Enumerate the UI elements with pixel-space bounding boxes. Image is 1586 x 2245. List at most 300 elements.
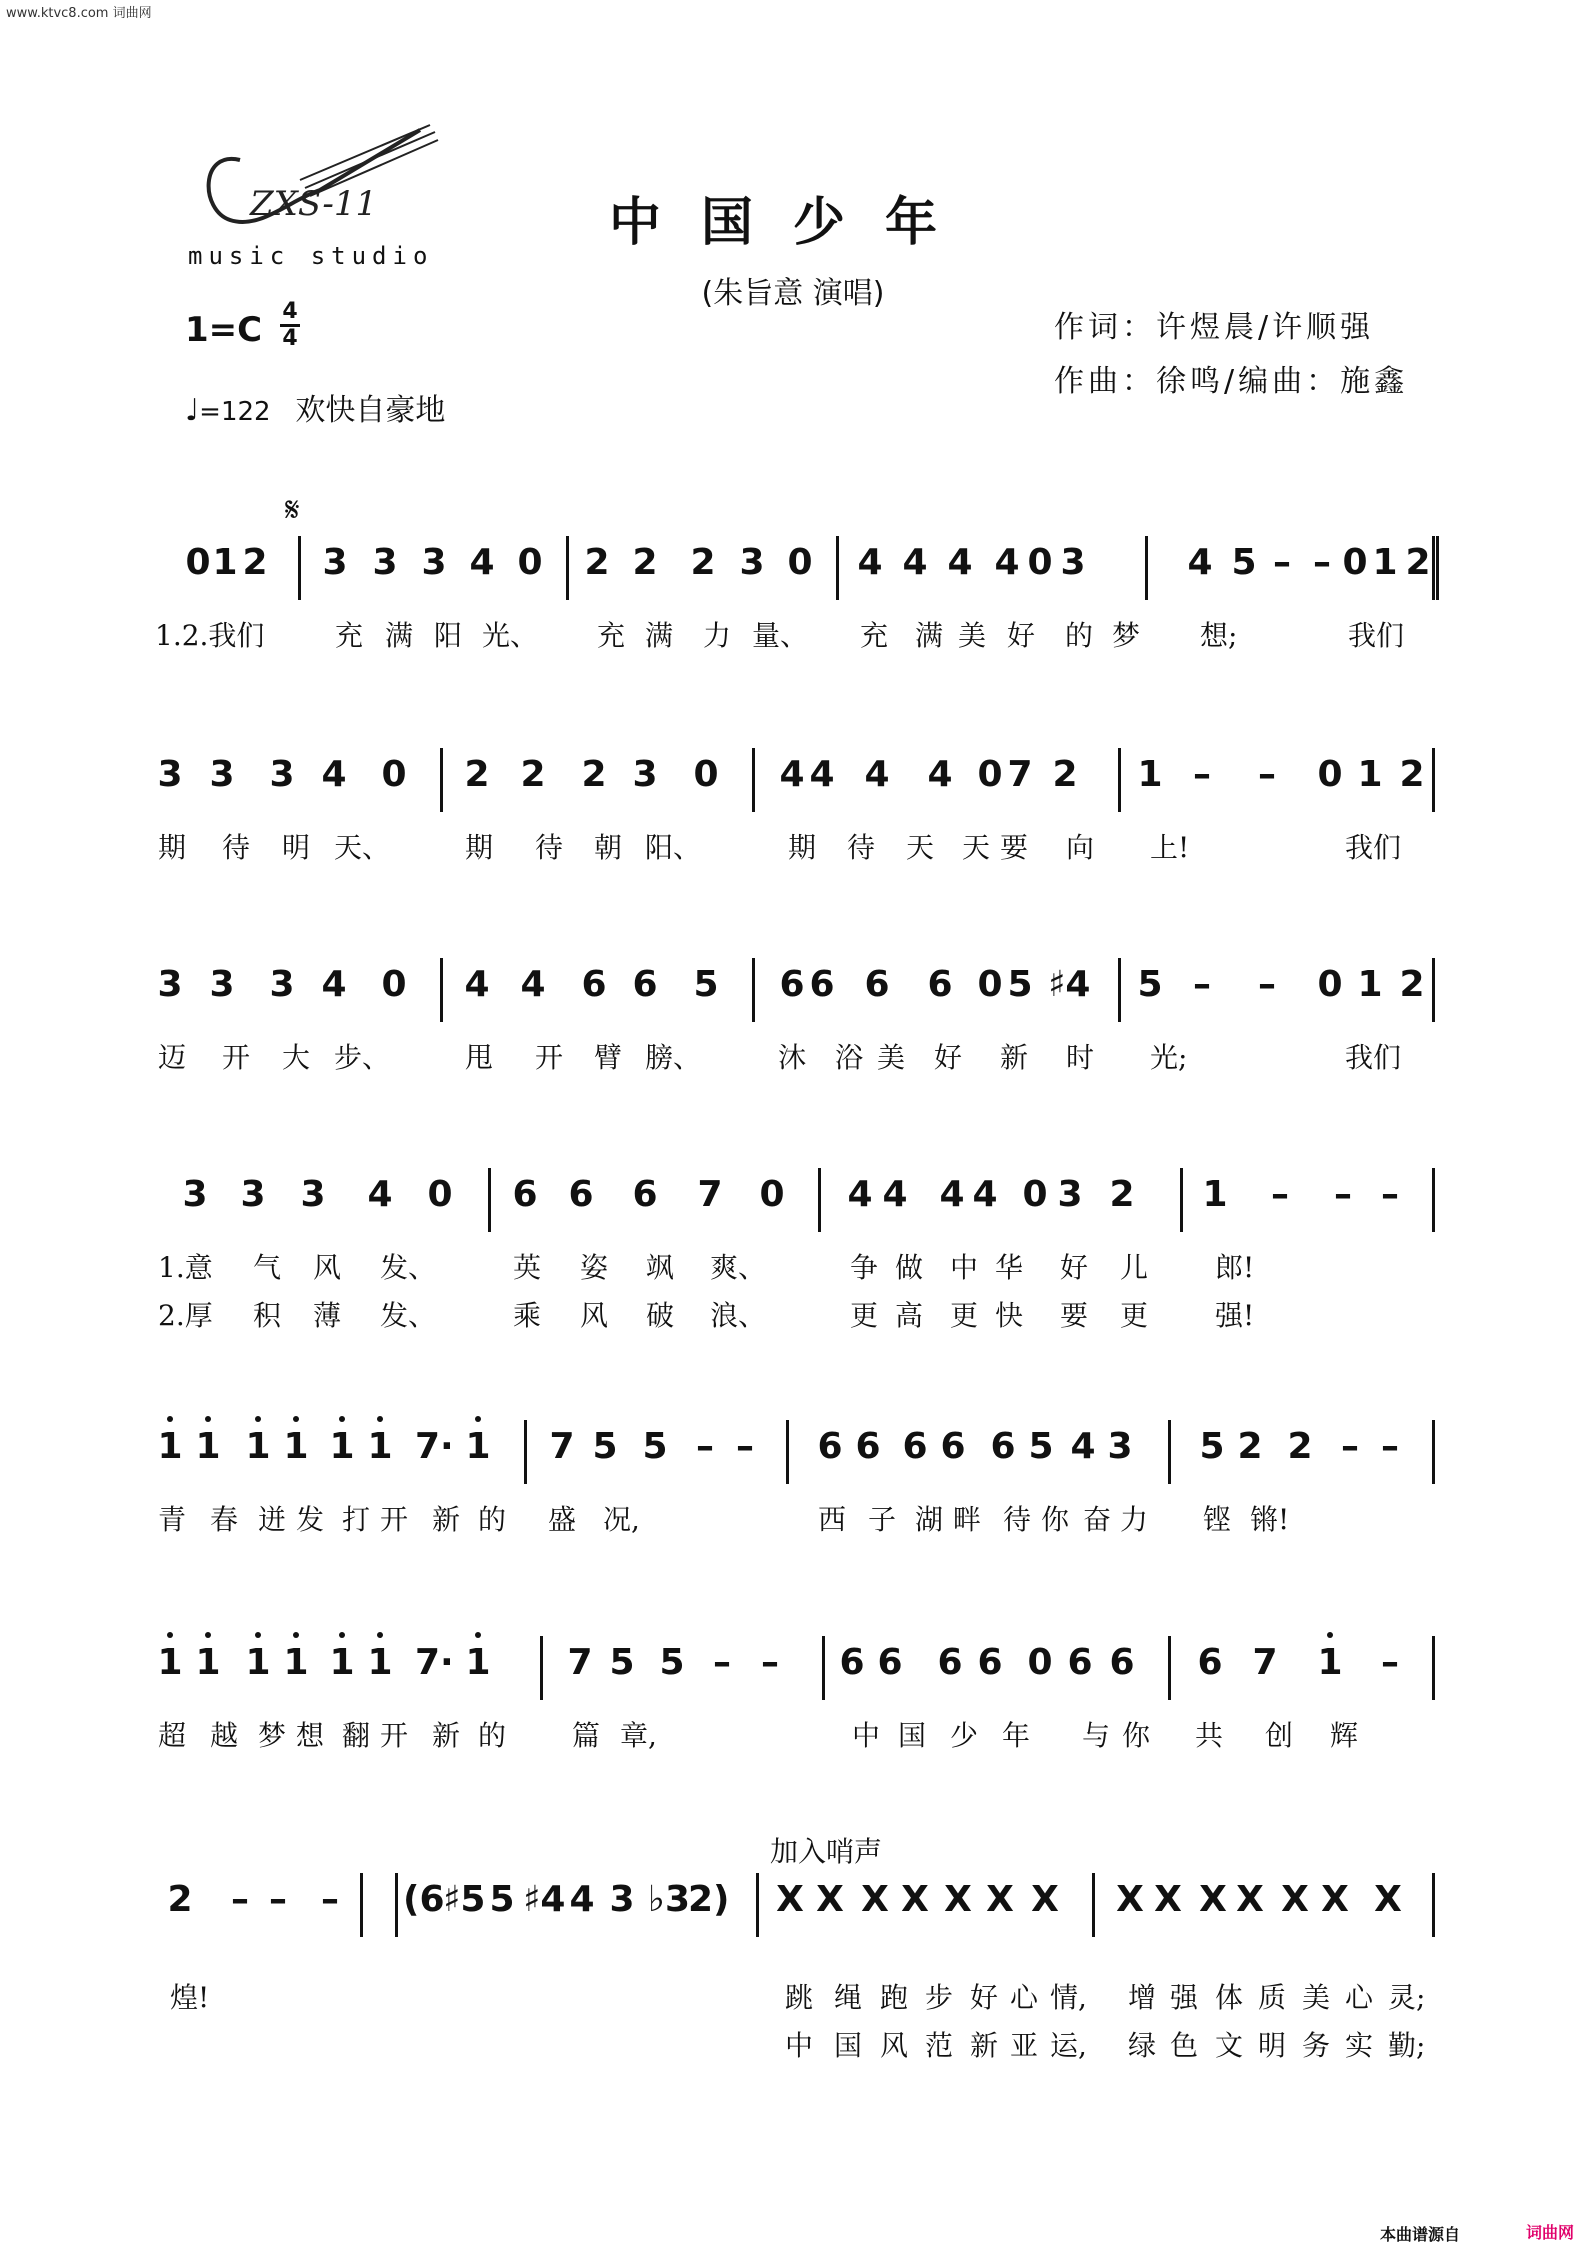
note: – xyxy=(1334,1174,1352,1215)
lyric: 迸 xyxy=(258,1503,287,1536)
tempo-expression: 欢快自豪地 xyxy=(295,393,446,428)
studio-name: music studio xyxy=(188,242,434,270)
lyric: 奋 xyxy=(1083,1503,1112,1536)
lyric: 美 xyxy=(958,619,987,652)
lyric: 明 xyxy=(282,831,311,864)
octave-dot xyxy=(1327,1632,1333,1638)
note: – xyxy=(321,1879,339,1920)
note: 0 xyxy=(381,754,407,795)
note: 0 xyxy=(1027,1642,1053,1683)
lyric: 明 xyxy=(1258,2029,1287,2062)
note: ♯5 xyxy=(443,1879,486,1920)
note: ♯4 xyxy=(1048,964,1091,1005)
octave-dot xyxy=(293,1416,299,1422)
lyric: 期 xyxy=(788,831,817,864)
note: (6 xyxy=(403,1879,445,1920)
octave-dot xyxy=(339,1632,345,1638)
lyric: 增 xyxy=(1128,1981,1157,2014)
note: 3 xyxy=(157,964,183,1005)
note: 1 xyxy=(283,1426,309,1467)
barline xyxy=(566,536,569,600)
lyric: 越 xyxy=(210,1719,239,1752)
lyric: 想 xyxy=(296,1719,325,1752)
note: 4 xyxy=(367,1174,393,1215)
footer-source: 本曲谱源自 xyxy=(1380,2225,1461,2244)
note: 4 xyxy=(947,542,973,583)
lyric: 年 xyxy=(1002,1719,1031,1752)
note: 2 xyxy=(1399,964,1425,1005)
note: 1 xyxy=(465,1642,491,1683)
lyric: 新 xyxy=(970,2029,999,2062)
lyric: 锵! xyxy=(1250,1503,1290,1536)
octave-dot xyxy=(205,1632,211,1638)
lyric: 西 xyxy=(818,1503,847,1536)
note: 4 xyxy=(994,542,1020,583)
note: 5 xyxy=(1137,964,1163,1005)
note: 7 xyxy=(1007,754,1033,795)
barline xyxy=(524,1420,527,1484)
note: 1 xyxy=(245,1642,271,1683)
lyric: 中 xyxy=(950,1251,979,1284)
lyric: 美 xyxy=(877,1041,906,1074)
note: X xyxy=(1374,1879,1402,1920)
note: 0 xyxy=(693,754,719,795)
note: 1 xyxy=(367,1642,393,1683)
lyric: 想; xyxy=(1200,619,1238,652)
note: 4 xyxy=(882,1174,908,1215)
lyric: 发、 xyxy=(380,1251,437,1284)
note: 6 xyxy=(1109,1642,1135,1683)
note: 2 xyxy=(1287,1426,1313,1467)
lyric: 风 xyxy=(313,1251,342,1284)
watermark: www.ktvc8.com 词曲网 xyxy=(6,6,152,21)
lyric: 打 xyxy=(342,1503,371,1536)
lyric: 膀、 xyxy=(645,1041,702,1074)
note: 0 xyxy=(1022,1174,1048,1215)
lyric: 更 xyxy=(850,1299,879,1332)
lyric: 力 xyxy=(1120,1503,1149,1536)
lyric: 朝 xyxy=(594,831,623,864)
note: 0 xyxy=(427,1174,453,1215)
lyric: 迈 xyxy=(158,1041,187,1074)
lyric: 梦 xyxy=(258,1719,287,1752)
barline xyxy=(818,1168,821,1232)
lyric: 体 xyxy=(1215,1981,1244,2014)
lyric: 争 xyxy=(850,1251,879,1284)
note: 1 xyxy=(1357,754,1383,795)
note: – xyxy=(1273,542,1291,583)
lyric: 待 xyxy=(535,831,564,864)
note: 4 xyxy=(902,542,928,583)
lyric: 破 xyxy=(646,1299,675,1332)
octave-dot xyxy=(167,1416,173,1422)
barline xyxy=(1432,958,1435,1022)
note: 1 xyxy=(283,1642,309,1683)
note: 6 xyxy=(568,1174,594,1215)
note: 6 xyxy=(990,1426,1016,1467)
barline xyxy=(440,748,443,812)
note: 4 xyxy=(464,964,490,1005)
lyric: 况, xyxy=(603,1503,640,1536)
lyric: 好 xyxy=(1060,1251,1089,1284)
note: 1 xyxy=(1317,1642,1343,1683)
lyric: 子 xyxy=(868,1503,897,1536)
note: 4 xyxy=(779,754,805,795)
barline xyxy=(298,536,301,600)
lyric: 翻 xyxy=(342,1719,371,1752)
note: 0 xyxy=(185,542,211,583)
note: – xyxy=(269,1879,287,1920)
annotation: 加入哨声 xyxy=(770,1835,883,1868)
lyric: 英 xyxy=(513,1251,542,1284)
note: 3 xyxy=(322,542,348,583)
lyric: 春 xyxy=(210,1503,239,1536)
note: 2 xyxy=(464,754,490,795)
lyric: 勤; xyxy=(1388,2029,1426,2062)
barline xyxy=(752,958,755,1022)
note: 1 xyxy=(157,1642,183,1683)
lyric: 共 xyxy=(1195,1719,1224,1752)
note: 7 xyxy=(549,1426,575,1467)
lyric: 情, xyxy=(1050,1981,1087,2014)
footer-site: 词曲网 xyxy=(1526,2223,1575,2242)
barline xyxy=(1118,748,1121,812)
barline xyxy=(836,536,839,600)
note: 4 xyxy=(857,542,883,583)
lyric: 1.意 xyxy=(158,1251,213,1284)
note: 3 xyxy=(157,754,183,795)
barline xyxy=(1168,1636,1171,1700)
note: 1 xyxy=(195,1642,221,1683)
note: 1 xyxy=(367,1426,393,1467)
barline xyxy=(1145,536,1148,600)
lyric: 阳、 xyxy=(645,831,702,864)
note: 1 xyxy=(245,1426,271,1467)
note: 6 xyxy=(632,964,658,1005)
lyric: 发 xyxy=(296,1503,325,1536)
lyric: 色 xyxy=(1170,2029,1199,2062)
note: – xyxy=(1381,1642,1399,1683)
lyric: 乘 xyxy=(513,1299,542,1332)
note: 6 xyxy=(1067,1642,1093,1683)
barline-end xyxy=(1436,536,1439,600)
lyric: 飒 xyxy=(646,1251,675,1284)
lyric: 新 xyxy=(432,1503,461,1536)
note: 6 xyxy=(817,1426,843,1467)
lyric: 新 xyxy=(1000,1041,1029,1074)
note: 6 xyxy=(855,1426,881,1467)
note: X xyxy=(1281,1879,1309,1920)
lyric: 风 xyxy=(880,2029,909,2062)
note: 0 xyxy=(517,542,543,583)
lyric: 待 xyxy=(1003,1503,1032,1536)
lyric: 与 xyxy=(1082,1719,1111,1752)
lyric: 量、 xyxy=(752,619,809,652)
lyric: 待 xyxy=(222,831,251,864)
octave-dot xyxy=(475,1416,481,1422)
lyric: 2.厚 xyxy=(158,1299,213,1332)
note: 4 xyxy=(809,754,835,795)
lyric: 期 xyxy=(465,831,494,864)
barline xyxy=(1432,1636,1435,1700)
note: 2 xyxy=(1109,1174,1135,1215)
lyric: 要 xyxy=(1000,831,1029,864)
lyric: 亚 xyxy=(1010,2029,1039,2062)
note: X xyxy=(1236,1879,1264,1920)
lyric: 我们 xyxy=(1345,1041,1402,1074)
note: 2 xyxy=(1237,1426,1263,1467)
note: 3 xyxy=(421,542,447,583)
note: X xyxy=(901,1879,929,1920)
lyric: 我们 xyxy=(1345,831,1402,864)
note: 1 xyxy=(329,1426,355,1467)
lyric: 强! xyxy=(1215,1299,1255,1332)
lyric: 浪、 xyxy=(710,1299,767,1332)
time-top: 4 xyxy=(282,299,298,324)
lyric: 发、 xyxy=(380,1299,437,1332)
lyric: 更 xyxy=(1120,1299,1149,1332)
note: X xyxy=(1321,1879,1349,1920)
lyric: 开 xyxy=(380,1503,409,1536)
note: 0 xyxy=(759,1174,785,1215)
barline xyxy=(1118,958,1121,1022)
tempo xyxy=(185,385,445,429)
note: 6 xyxy=(809,964,835,1005)
note: X xyxy=(1199,1879,1227,1920)
barline xyxy=(440,958,443,1022)
lyric: 国 xyxy=(898,1719,927,1752)
note: ♯4 xyxy=(523,1879,566,1920)
note: 1 xyxy=(157,1426,183,1467)
note: 3 xyxy=(269,754,295,795)
lyric: 开 xyxy=(380,1719,409,1752)
lyric: 篇 xyxy=(572,1719,601,1752)
note: 4 xyxy=(972,1174,998,1215)
lyric: 跳 xyxy=(785,1981,814,2014)
octave-dot xyxy=(475,1632,481,1638)
note: X xyxy=(861,1879,889,1920)
note: 4 xyxy=(847,1174,873,1215)
octave-dot xyxy=(377,1416,383,1422)
note: 7 xyxy=(1252,1642,1278,1683)
note: 4 xyxy=(864,754,890,795)
segno-icon: 𝄋 xyxy=(285,490,300,530)
lyric: 章, xyxy=(620,1719,657,1752)
note: 6 xyxy=(977,1642,1003,1683)
note: 3 xyxy=(182,1174,208,1215)
note: 5 xyxy=(1007,964,1033,1005)
note: – xyxy=(1193,964,1211,1005)
note: 0 xyxy=(1342,542,1368,583)
note: 2 xyxy=(632,542,658,583)
lyric: 待 xyxy=(847,831,876,864)
note: 2 xyxy=(167,1879,193,1920)
lyric: 心 xyxy=(1010,1981,1039,2014)
note: 4 xyxy=(1070,1426,1096,1467)
lyric: 你 xyxy=(1041,1503,1070,1536)
note: X xyxy=(776,1879,804,1920)
note: 3 xyxy=(240,1174,266,1215)
lyric: 沐 xyxy=(778,1041,807,1074)
lyric: 创 xyxy=(1265,1719,1294,1752)
lyric: 阳 xyxy=(434,619,463,652)
note: 1 xyxy=(329,1642,355,1683)
note: 6 xyxy=(902,1426,928,1467)
note: – xyxy=(1381,1174,1399,1215)
note: 7· xyxy=(415,1426,454,1467)
lyric: 风 xyxy=(580,1299,609,1332)
note: X xyxy=(944,1879,972,1920)
note: 4 xyxy=(520,964,546,1005)
lyric: 臂 xyxy=(594,1041,623,1074)
note: – xyxy=(761,1642,779,1683)
note: – xyxy=(1258,754,1276,795)
lyric: 的 xyxy=(478,1503,507,1536)
note: 3 xyxy=(1060,542,1086,583)
lyric: 实 xyxy=(1345,2029,1374,2062)
lyric: 绳 xyxy=(834,1981,863,2014)
note: 1 xyxy=(1357,964,1383,1005)
note: 0 xyxy=(977,964,1003,1005)
note: X xyxy=(986,1879,1014,1920)
note: 6 xyxy=(839,1642,865,1683)
lyric: 满 xyxy=(645,619,674,652)
lyric: 天 xyxy=(906,831,935,864)
note: – xyxy=(231,1879,249,1920)
lyric: 绿 xyxy=(1128,2029,1157,2062)
note: – xyxy=(736,1426,754,1467)
lyric: 灵; xyxy=(1388,1981,1426,2014)
key-signature: 1=C xyxy=(185,310,263,350)
octave-dot xyxy=(293,1632,299,1638)
lyric: 充 xyxy=(597,619,626,652)
barline xyxy=(1092,1873,1095,1937)
note: 6 xyxy=(512,1174,538,1215)
quarter-note-icon: ♩ xyxy=(185,393,200,428)
lyric: 心 xyxy=(1345,1981,1374,2014)
octave-dot xyxy=(205,1416,211,1422)
barline xyxy=(1432,748,1435,812)
lyric: 煌! xyxy=(170,1981,210,2014)
note: 4 xyxy=(321,964,347,1005)
note: X xyxy=(1031,1879,1059,1920)
note: 3 xyxy=(739,542,765,583)
lyric: 湖 xyxy=(915,1503,944,1536)
note: 5 xyxy=(693,964,719,1005)
note: 2 xyxy=(520,754,546,795)
lyric: 姿 xyxy=(580,1251,609,1284)
time-signature xyxy=(280,300,300,351)
barline xyxy=(1432,1873,1435,1937)
note: 4 xyxy=(321,754,347,795)
note: 2 xyxy=(1405,542,1431,583)
lyric: 充 xyxy=(335,619,364,652)
note: – xyxy=(696,1426,714,1467)
note: 1 xyxy=(1372,542,1398,583)
lyric: 步、 xyxy=(334,1041,391,1074)
note: 3 xyxy=(372,542,398,583)
note: 5 xyxy=(642,1426,668,1467)
lyric: 时 xyxy=(1066,1041,1095,1074)
note: 6 xyxy=(877,1642,903,1683)
lyric: 范 xyxy=(925,2029,954,2062)
note: – xyxy=(1313,542,1331,583)
note: 3 xyxy=(609,1879,635,1920)
barline xyxy=(360,1873,363,1937)
lyric: 质 xyxy=(1258,1981,1287,2014)
note: 5 xyxy=(592,1426,618,1467)
note: 2) xyxy=(688,1879,730,1920)
note: 5 xyxy=(489,1879,515,1920)
note: 0 xyxy=(787,542,813,583)
note: 3 xyxy=(209,964,235,1005)
lyric: 的 xyxy=(1065,619,1094,652)
note: 0 xyxy=(1317,754,1343,795)
note: 4 xyxy=(939,1174,965,1215)
lyric: 铿 xyxy=(1203,1503,1232,1536)
octave-dot xyxy=(255,1416,261,1422)
lyric: 运, xyxy=(1050,2029,1087,2062)
lyric: 上! xyxy=(1150,831,1190,864)
note: 2 xyxy=(584,542,610,583)
lyric: 梦 xyxy=(1112,619,1141,652)
note: – xyxy=(1258,964,1276,1005)
time-bottom: 4 xyxy=(282,326,298,351)
note: 4 xyxy=(469,542,495,583)
note: X xyxy=(1154,1879,1182,1920)
lyric: 文 xyxy=(1215,2029,1244,2062)
lyric: 满 xyxy=(385,619,414,652)
note: 6 xyxy=(581,964,607,1005)
note: 3 xyxy=(300,1174,326,1215)
lyric: 中 xyxy=(785,2029,814,2062)
barline xyxy=(395,1873,398,1937)
octave-dot xyxy=(377,1632,383,1638)
note: 5 xyxy=(609,1642,635,1683)
lyric: 力 xyxy=(703,619,732,652)
lyric: 青 xyxy=(158,1503,187,1536)
note: – xyxy=(1271,1174,1289,1215)
lyric: 超 xyxy=(158,1719,187,1752)
lyric: 郎! xyxy=(1215,1251,1255,1284)
note: 6 xyxy=(632,1174,658,1215)
note: 2 xyxy=(690,542,716,583)
lyric: 好 xyxy=(1007,619,1036,652)
lyric: 务 xyxy=(1302,2029,1331,2062)
note: ♭3 xyxy=(648,1879,691,1920)
note: 5 xyxy=(1028,1426,1054,1467)
note: 1 xyxy=(195,1426,221,1467)
note: 7· xyxy=(415,1642,454,1683)
note: 3 xyxy=(1107,1426,1133,1467)
barline xyxy=(822,1636,825,1700)
note: X xyxy=(816,1879,844,1920)
lyric: 步 xyxy=(925,1981,954,2014)
barline xyxy=(1432,1168,1435,1232)
lyric: 跑 xyxy=(880,1981,909,2014)
lyricist: 作词：许煜晨/许顺强 xyxy=(1054,310,1375,345)
note: 6 xyxy=(937,1642,963,1683)
logo-text: ZXS-11 xyxy=(250,184,378,224)
note: 3 xyxy=(1057,1174,1083,1215)
note: 4 xyxy=(927,754,953,795)
note: 3 xyxy=(269,964,295,1005)
lyric: 期 xyxy=(158,831,187,864)
note: 0 xyxy=(381,964,407,1005)
lyric: 更 xyxy=(950,1299,979,1332)
lyric: 开 xyxy=(222,1041,251,1074)
barline xyxy=(1168,1420,1171,1484)
